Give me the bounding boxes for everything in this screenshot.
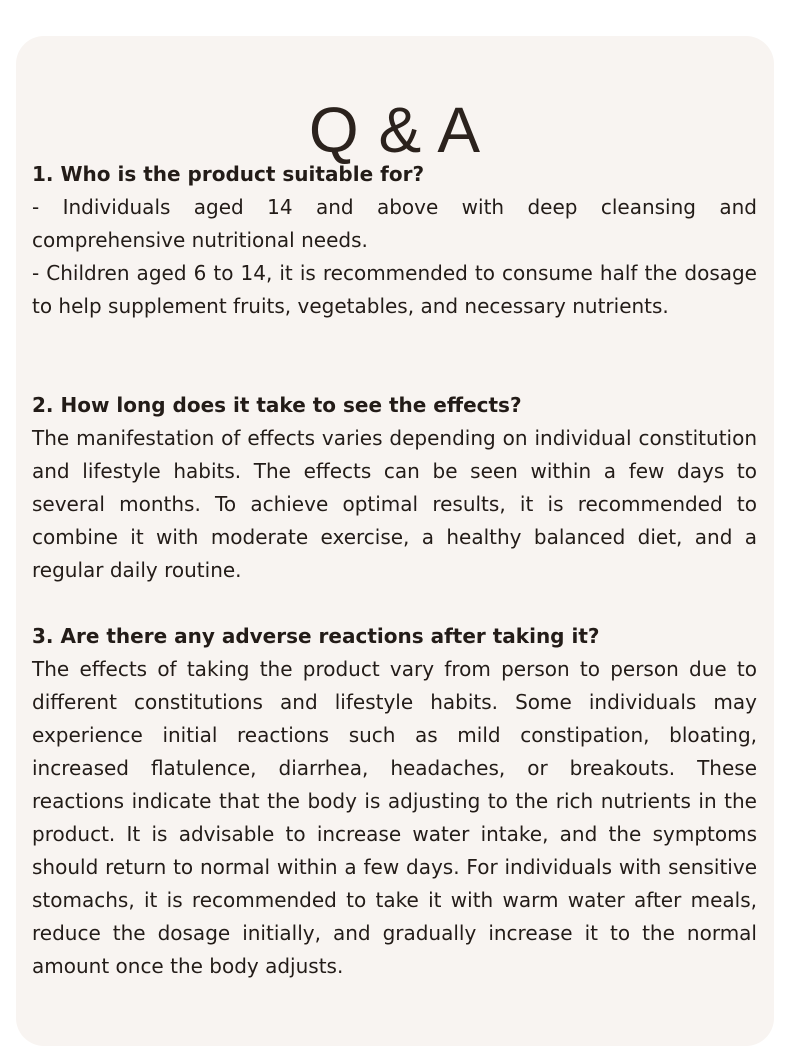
answer-paragraph: - Children aged 6 to 14, it is recommended to consume half the dosage to help supplement fruits, vegetables, and necessary nutrients.: [32, 261, 757, 318]
answer-paragraph: The manifestation of effects varies depending on individual constitution and lifestyle habits. The effects can be seen within a few days to several months. To achieve optimal results, it is recommended to combine it with moderate exercise, a healthy balanced diet, and a regular daily routine.: [32, 426, 757, 582]
qa-card: [16, 36, 774, 1046]
qa-item-effects-timing: [32, 389, 757, 587]
page-title: Q & A: [308, 94, 482, 166]
answer-paragraph: - Individuals aged 14 and above with deep cleansing and comprehensive nutritional needs.: [32, 195, 757, 252]
answer-paragraph: The effects of taking the product vary from person to person due to different constitutions and lifestyle habits. Some individuals may experience initial reactions such as mild constipation, bloating, increased flatulence, diarrhea, headaches, or breakouts. These reactions indicate that the body is adjusting to the rich nutrients in the product. It is advisable to increase water intake, and the symptoms should return to normal within a few days. For individuals with sensitive stomachs, it is recommended to take it with warm water after meals, reduce the dosage initially, and gradually increase it to the normal amount once the body adjusts.: [32, 657, 757, 978]
question-heading: 1. Who is the product suitable for?: [32, 162, 425, 186]
question-heading: 3. Are there any adverse reactions after taking it?: [32, 624, 600, 648]
qa-item-suitability: [32, 158, 757, 323]
question-heading: 2. How long does it take to see the effects?: [32, 393, 522, 417]
qa-item-adverse-reactions: [32, 620, 757, 983]
